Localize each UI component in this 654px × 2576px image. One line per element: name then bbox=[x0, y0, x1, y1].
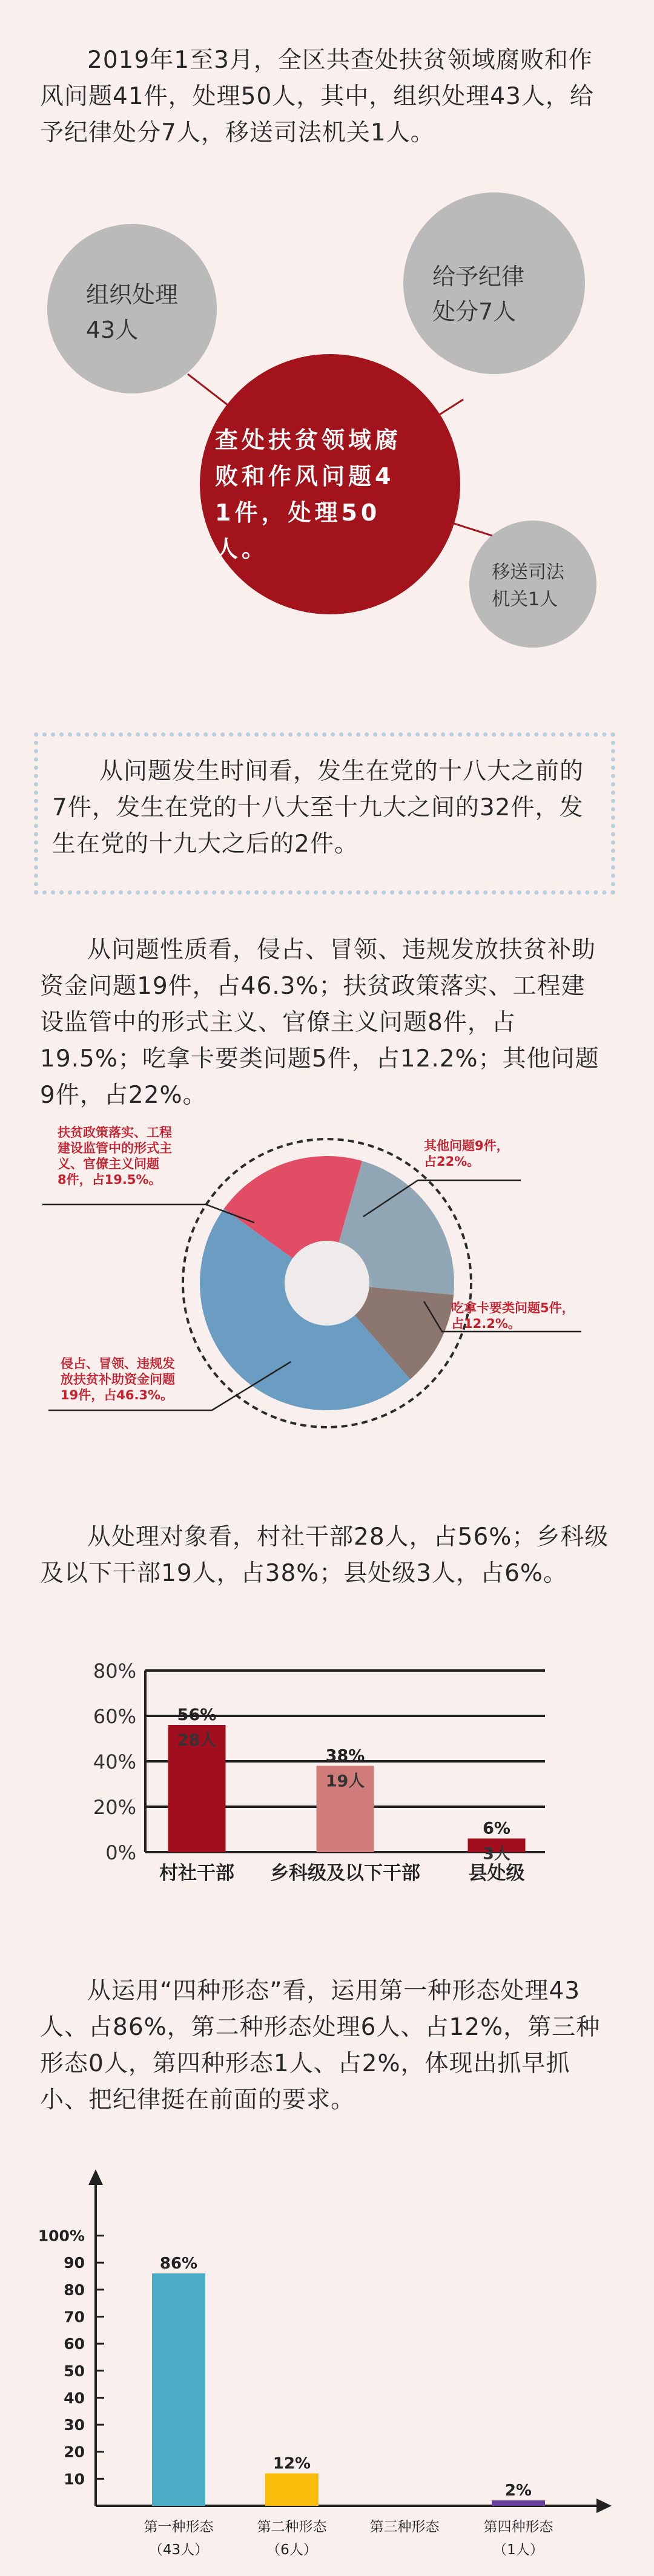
bar2-ytick-label: 40 bbox=[64, 2389, 85, 2407]
forms-bar-chart bbox=[0, 2167, 654, 2566]
bar1-ytick-label: 0% bbox=[105, 1841, 136, 1864]
bubble-diagram bbox=[0, 0, 654, 654]
bar2-ytick-label: 20 bbox=[64, 2443, 85, 2461]
discipline-bubble-label: 给予纪律处分7人 bbox=[432, 263, 525, 325]
judicial-bubble-label: 移送司法机关1人 bbox=[492, 562, 564, 610]
bar1-ytick-label: 20% bbox=[93, 1796, 136, 1819]
bar2-ytick-label: 30 bbox=[64, 2416, 85, 2434]
org-bubble-label: 组织处理 43人 bbox=[86, 281, 179, 343]
bar1-category-label: 县处级 bbox=[468, 1862, 525, 1884]
bar2-category-label: 第一种形态 bbox=[144, 2519, 214, 2535]
bar2-category-label: 第二种形态 bbox=[257, 2519, 327, 2535]
forms-paragraph: 从运用“四种形态”看，运用第一种形态处理43人、占86%，第二种形态处理6人、占12%，第三种形态0人，第四种形态1人、占2%，体现出抓早抓小、把纪律挺在前面的要求。 bbox=[40, 1977, 601, 2114]
bar2-bar bbox=[265, 2473, 319, 2506]
bar1-count-label: 28人 bbox=[177, 1731, 217, 1750]
bar2-ytick-label: 50 bbox=[64, 2362, 85, 2380]
bar2-ytick-label: 100% bbox=[38, 2227, 85, 2245]
bar2-ytick-label: 60 bbox=[64, 2335, 85, 2353]
bar2-bar bbox=[152, 2273, 205, 2506]
bar1-count-label: 3人 bbox=[483, 1844, 510, 1864]
bar2-ytick-label: 90 bbox=[64, 2254, 85, 2272]
bar2-pct-label: 2% bbox=[504, 2482, 532, 2500]
bar1-count-label: 19人 bbox=[325, 1772, 365, 1791]
bar2-xaxis-arrow bbox=[596, 2499, 612, 2513]
bar1-ytick-label: 60% bbox=[93, 1705, 136, 1728]
time-paragraph: 从问题发生时间看，发生在党的十八大之前的7件，发生在党的十八大至十九大之间的32件，发生在党的十九大之后的2件。 bbox=[52, 758, 584, 858]
bar2-pct-label: 86% bbox=[159, 2255, 198, 2273]
bar2-count-label: （6人） bbox=[266, 2542, 317, 2558]
bar2-ytick-label: 80 bbox=[64, 2281, 85, 2299]
nature-paragraph: 从问题性质看，侵占、冒领、违规发放扶贫补助资金问题19件，占46.3%；扶贫政策落实、工程建设监管中的形式主义、官僚主义问题8件，占19.5%；吃拿卡要类问题5件，占12.2%；其他问题9件，占22%。 bbox=[40, 936, 600, 1109]
center-bubble-label: 查处扶贫领域腐败和作风问题4 1件，处理50 人。 bbox=[215, 427, 402, 562]
bar1-pct-label: 6% bbox=[483, 1819, 510, 1838]
intro-paragraph: 2019年1至3月，全区共查处扶贫领域腐败和作风问题41件，处理50人，其中，组织处理43人，给予纪律处分7人，移送司法机关1人。 bbox=[40, 47, 594, 146]
nature-donut-chart bbox=[0, 1102, 654, 1441]
org-bubble bbox=[47, 224, 217, 393]
bar1-ytick-label: 80% bbox=[93, 1660, 136, 1683]
bar1-category-label: 乡科级及以下干部 bbox=[270, 1862, 420, 1884]
bar2-pct-label: 12% bbox=[272, 2454, 311, 2473]
bar1-ytick-label: 40% bbox=[93, 1750, 136, 1773]
bar2-ytick-label: 10 bbox=[64, 2470, 85, 2488]
target-bar-chart bbox=[0, 1634, 654, 1884]
bar2-category-label: 第三种形态 bbox=[369, 2519, 440, 2535]
bar2-category-label: 第四种形态 bbox=[483, 2519, 553, 2535]
bar1-pct-label: 56% bbox=[177, 1706, 217, 1724]
bar2-bar bbox=[492, 2500, 545, 2506]
bar2-count-label: （43人） bbox=[148, 2542, 209, 2558]
donut-slice-label: 其他问题9件，占22%。 bbox=[424, 1138, 509, 1169]
judicial-bubble bbox=[469, 521, 596, 648]
donut-slice-label: 侵占、冒领、违规发放扶贫补助资金问题 19件，占46.3%。 bbox=[61, 1356, 175, 1402]
target-paragraph: 从处理对象看，村社干部28人，占56%；乡科级及以下干部19人，占38%；县处级3人，占6%。 bbox=[40, 1523, 609, 1587]
bar2-yaxis-arrow bbox=[88, 2169, 103, 2185]
bar1-pct-label: 38% bbox=[325, 1746, 365, 1766]
bar2-count-label: （1人） bbox=[493, 2542, 544, 2558]
bar1-category-label: 村社干部 bbox=[159, 1862, 234, 1884]
donut-slice-label: 扶贫政策落实、工程建设监管中的形式主义、官僚主义问题 8件，占19.5%。 bbox=[58, 1125, 172, 1187]
bar2-ytick-label: 70 bbox=[64, 2308, 85, 2326]
donut-slice-label: 吃拿卡要类问题5件，占12.2%。 bbox=[451, 1301, 575, 1331]
donut-hole bbox=[285, 1241, 369, 1326]
